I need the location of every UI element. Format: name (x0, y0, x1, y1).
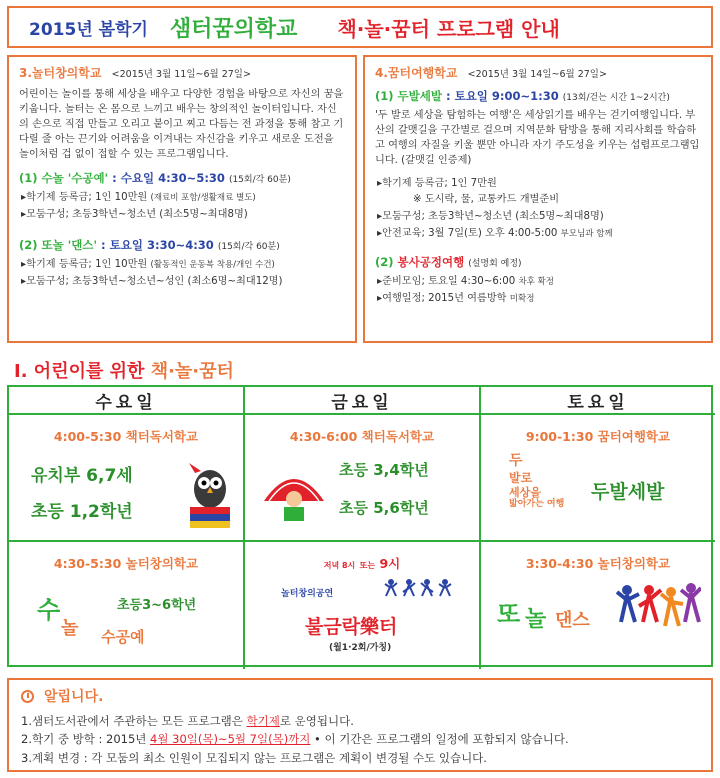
fee-text: ▸학기제 등록금; 1인 10만원 (21, 258, 148, 270)
sub-time: : 토요일 9:00~1:30 (445, 89, 559, 104)
crafts-grade: 초등3~6학년 (117, 598, 197, 613)
dancers-silhouette-icon (615, 582, 701, 644)
prep-text: ▸준비모임; 토요일 4:30~6:00 (377, 275, 516, 287)
sub-time: : 토요일 3:30~4:30 (101, 237, 214, 252)
cell-time: 4:00-5:30 책터독서학교 (53, 429, 199, 444)
sub-name: 또놀 '댄스' (41, 237, 98, 252)
left-period: <2015년 3월 11일~6월 27일> (111, 69, 251, 80)
day-header-sat: 토요일 (481, 387, 715, 415)
left-title-text: 3.놀터창의학교 (19, 66, 102, 80)
crafts-sub: 수공예 (101, 628, 145, 646)
notice-box (7, 678, 713, 772)
program-title: 책·놀·꿈터 프로그램 안내 (337, 16, 560, 41)
walking-description: '두 발로 세상을 탐험하는 여행'은 세상읽기를 배우는 걷기여행입니다. 부산의 갈맷길을 구간별로 걸으며 지역문화 탐방을 통해 지리사회를 학습하고 여행의 자질을 키울 뿐만 아니라 자기 주도성을 키우는 섭렵프로그램입니다. (갈맷길 인증제) (375, 110, 700, 166)
sub-num: (2) (19, 237, 38, 252)
cell-sat-travel (481, 415, 715, 542)
dream-travel-school-box (363, 55, 713, 343)
right-period: <2015년 3월 14일~6월 27일> (467, 69, 607, 80)
right-title-text: 4.꿈터여행학교 (375, 66, 458, 80)
time-part: 저녁 8시 (323, 561, 356, 570)
left-description: 어린이는 놀이를 통해 세상을 배우고 다양한 경험을 바탕으로 자신의 꿈을 키웁니다. 놀터는 온 몸으로 느끼고 배우는 창의적인 놀이터입니다. 자신의 손으로 직접 만들고 오리고 붙이고 찌고 다듬는 전 과정을 통해 참고 기다릴 줄 아는 끈기와 어려움을 이겨내는 자신감을 키우고 새로운 도전을 놀이처럼 겁 없이 접할 수 있는 프로그램입니다. (19, 89, 344, 160)
fee-note: (재료비 포함/생활재료 별도) (150, 193, 256, 204)
sub-num: (1) (375, 89, 394, 104)
prep-note: 차후 확정 (518, 276, 554, 287)
walking-training (377, 227, 701, 242)
notice-text: 2.학기 중 방학 : 2015년 (21, 732, 151, 747)
play-creativity-school-box (7, 55, 357, 343)
time-part: 또는 (359, 561, 376, 570)
notice-text: • 이 기간은 프로그램의 일정에 포함되지 않습니다. (310, 732, 569, 747)
school-title: 샘터꿈의학교 (169, 16, 298, 42)
schedule-text: ▸여행일정; 2015년 여름방학 (377, 292, 507, 304)
notice-line-1 (21, 712, 699, 730)
sub-name: 두발세발 (397, 89, 442, 104)
cell-time: 3:30-4:30 놀터창의학교 (525, 556, 671, 571)
slogan-part: 두 (509, 453, 523, 469)
notice-header (21, 686, 699, 706)
sub-program-crafts (19, 170, 345, 187)
day-header-wed: 수요일 (9, 387, 245, 415)
cell-time: 9:00-1:30 꿈터여행학교 (525, 429, 671, 444)
notice-text: 로 운영됩니다. (279, 714, 354, 728)
dance-word2: 놀 (525, 607, 547, 632)
section-highlight: 책·놀·꿈터 (150, 361, 234, 382)
sub-name: 봉사공정여행 (397, 254, 465, 269)
notice-title: 알립니다. (44, 689, 104, 705)
slogan-part: 발로 (509, 470, 533, 485)
notice-highlight: 4월 30일(목)~5월 7일(목)까지 (150, 732, 311, 747)
sub-time: : 수요일 4:30~5:30 (112, 171, 225, 186)
crafts-word1: 수 (37, 596, 61, 624)
perform-label: 놀터창의공연 (281, 589, 334, 599)
walking-fee-note: ※ 도시락, 물, 교통카드 개별준비 (413, 194, 560, 206)
cell-line1: 초등 3,4학년 (339, 461, 429, 479)
volunteer-prep (377, 275, 701, 290)
right-section-title (375, 65, 701, 82)
notice-text: 1.샘터도서관에서 주관하는 모든 프로그램은 (21, 714, 247, 728)
header-banner (7, 6, 713, 48)
schedule-note: 미확정 (509, 293, 535, 304)
slogan-part: 밟아가는 여행 (509, 499, 565, 510)
sub-note: (설명회 예정) (468, 258, 522, 269)
sub-program-volunteer (375, 254, 701, 271)
clock-icon (21, 690, 34, 703)
sub-note: (15회/각 60분) (217, 241, 280, 252)
travel-slogan (509, 453, 564, 511)
walking-fee: ▸학기제 등록금; 1인 7만원 (377, 177, 497, 189)
cell-line1: 유치부 6,7세 (31, 466, 133, 486)
perform-title: 불금락樂터 (305, 616, 398, 638)
cell-wed-reading (9, 415, 245, 542)
dance-word3: 댄스 (555, 610, 590, 631)
cell-line2: 초등 5,6학년 (339, 499, 429, 517)
schedule-grid (7, 385, 713, 667)
notice-highlight: 학기제 (246, 714, 280, 728)
cell-fri-reading (245, 415, 481, 542)
sub-program-walking (375, 88, 701, 105)
perform-note: (월1·2회/가칭) (329, 643, 392, 653)
cell-wed-crafts (9, 542, 245, 669)
sub-name: 수놀 '수공예' (41, 171, 109, 186)
sub-program-dance (19, 237, 345, 254)
walking-group: ▸모둠구성; 초등3학년~청소년 (최소5명~최대8명) (377, 211, 604, 223)
section-heading (14, 357, 234, 383)
cell-time: 4:30-5:30 놀터창의학교 (53, 556, 199, 571)
fee-note: (활동적인 운동복 착용/개인 수건) (150, 259, 275, 270)
training-text: ▸안전교육; 3월 7일(토) 오후 4:00-5:00 (377, 227, 558, 239)
day-header-fri: 금요일 (245, 387, 481, 415)
crafts-group: ▸모둠구성; 초등3학년~청소년 (최소5명~최대8명) (21, 209, 248, 221)
slogan-part: 세상을 (509, 485, 541, 499)
training-note: 부모님과 함께 (560, 228, 613, 239)
cell-fri-performance (245, 542, 481, 669)
walking-program-name: 두발세발 (591, 481, 665, 503)
volunteer-schedule (377, 292, 701, 307)
book-tent-illustration (259, 457, 329, 527)
dance-word1: 또 (497, 600, 521, 628)
crafts-fee (21, 191, 345, 206)
perform-time (245, 554, 479, 572)
notice-line-3: 3.계획 변경 : 각 모둠의 최소 인원이 모집되지 않는 프로그램은 계획이 변경될 수도 있습니다. (21, 750, 487, 765)
sub-note: (15회/각 60분) (228, 175, 291, 186)
cell-time: 4:30-6:00 책터독서학교 (289, 429, 435, 444)
sub-note: (13회/걷는 시간 1~2시간) (562, 93, 670, 104)
cell-line2: 초등 1,2학년 (31, 502, 133, 522)
left-section-title (19, 65, 345, 82)
time-part: 9시 (379, 556, 401, 571)
season-label: 2015년 봄학기 (29, 19, 148, 40)
sub-num: (1) (19, 171, 38, 186)
dance-fee (21, 258, 345, 273)
dancers-icon (383, 578, 453, 602)
notice-line-2 (21, 730, 699, 748)
crafts-word2: 놀 (61, 618, 79, 639)
cell-sat-dance (481, 542, 715, 669)
section-prefix: Ⅰ. 어린이를 위한 (14, 361, 145, 382)
sub-num: (2) (375, 254, 394, 269)
fee-text: ▸학기제 등록금; 1인 10만원 (21, 192, 148, 204)
owl-reading-illustration (185, 463, 235, 531)
dance-group: ▸모둠구성; 초등3학년~청소년~성인 (최소6명~최대12명) (21, 275, 283, 287)
